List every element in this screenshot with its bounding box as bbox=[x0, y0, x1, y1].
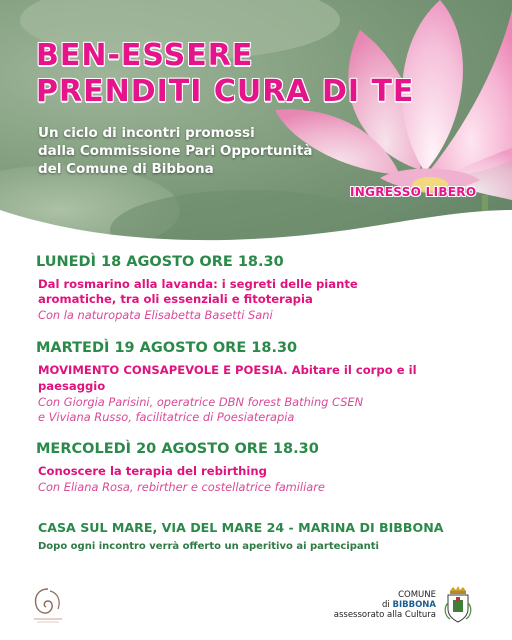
pari-opportunita-logo bbox=[28, 583, 68, 627]
event-date: MERCOLEDÌ 20 AGOSTO ORE 18.30 bbox=[36, 441, 319, 457]
subtitle-line: dalla Commissione Pari Opportunità bbox=[38, 143, 313, 159]
event-date: MARTEDÌ 19 AGOSTO ORE 18.30 bbox=[36, 340, 298, 356]
event-title: MOVIMENTO CONSAPEVOLE E POESIA. Abitare il corpo e il bbox=[38, 363, 417, 377]
event-host: Con Giorgia Parisini, operatrice DBN forest Bathing CSEN bbox=[38, 395, 364, 409]
event-title: Conoscere la terapia del rebirthing bbox=[38, 464, 267, 478]
subtitle-line: del Comune di Bibbona bbox=[38, 161, 214, 177]
headline-prenditi-cura: PRENDITI CURA DI TE bbox=[36, 74, 415, 109]
event-title: Dal rosmarino alla lavanda: i segreti delle piante bbox=[38, 277, 358, 291]
assessorato-label: assessorato alla Cultura bbox=[333, 610, 436, 620]
comune-name: BIBBONA bbox=[392, 600, 436, 610]
headline-ben-essere: BEN-ESSERE bbox=[36, 38, 254, 73]
event-title: paesaggio bbox=[38, 379, 106, 393]
subtitle-line: Un ciclo di incontri promossi bbox=[38, 125, 255, 141]
event-title: aromatiche, tra oli essenziali e fitoterapia bbox=[38, 292, 313, 306]
comune-prefix: di bbox=[382, 600, 393, 610]
comune-credit bbox=[334, 590, 436, 620]
event-host: Con Eliana Rosa, rebirther e costellatrice familiare bbox=[38, 480, 325, 494]
event-host: e Viviana Russo, facilitatrice di Poesiaterapia bbox=[38, 410, 295, 424]
free-entry-badge: INGRESSO LIBERO bbox=[350, 185, 477, 199]
aperitivo-note: Dopo ogni incontro verrà offerto un aperitivo ai partecipanti bbox=[38, 541, 379, 552]
comune-name-line bbox=[334, 600, 436, 610]
bibbona-crest-icon bbox=[444, 585, 472, 623]
event-host: Con la naturopata Elisabetta Basetti Sani bbox=[38, 308, 273, 322]
event-date: LUNEDÌ 18 AGOSTO ORE 18.30 bbox=[36, 254, 284, 270]
event-location: CASA SUL MARE, VIA DEL MARE 24 - MARINA DI BIBBONA bbox=[38, 520, 444, 535]
comune-word: COMUNE bbox=[398, 590, 436, 600]
